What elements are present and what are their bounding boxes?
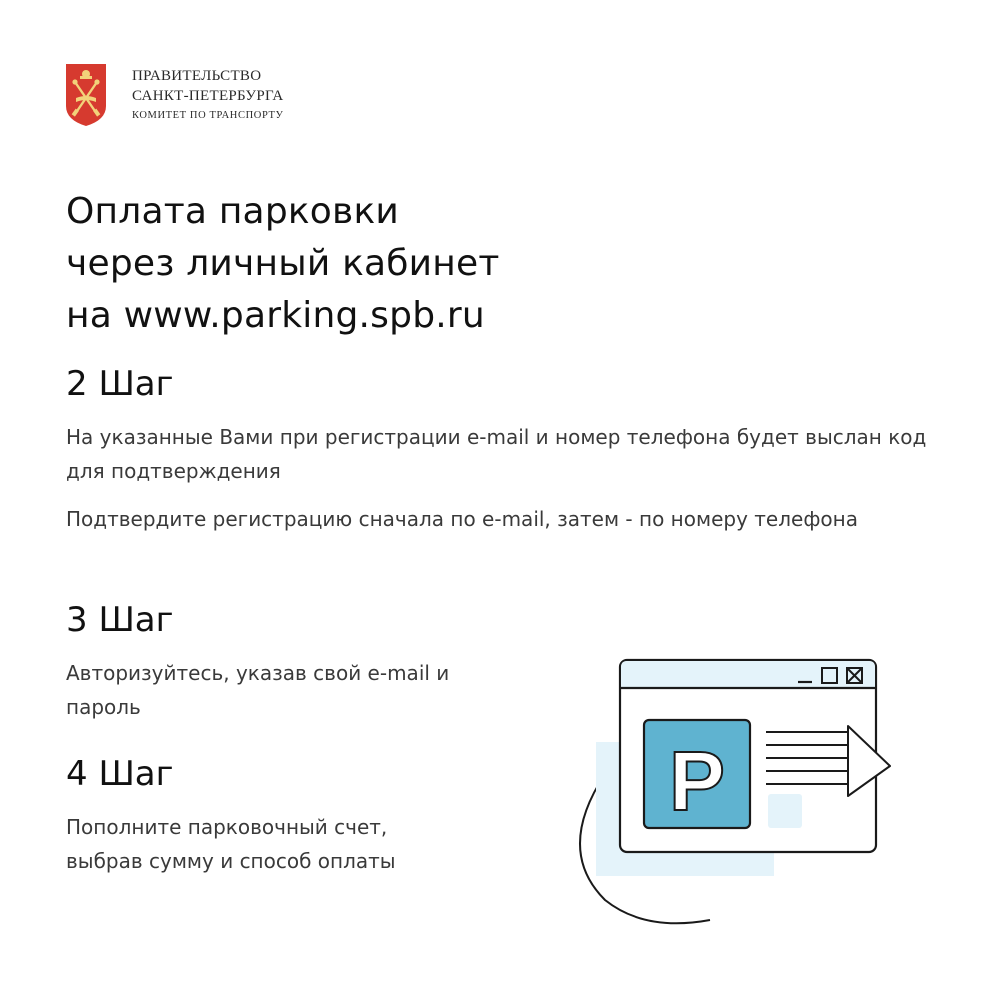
step-4-heading: 4 Шаг bbox=[66, 754, 174, 794]
step-3-heading: 3 Шаг bbox=[66, 600, 174, 640]
logo-text bbox=[132, 66, 284, 124]
browser-window-parking-icon bbox=[560, 650, 900, 930]
step-2-heading: 2 Шаг bbox=[66, 364, 174, 404]
logo-government-line: ПРАВИТЕЛЬСТВО bbox=[132, 68, 262, 84]
step-2-paragraph-2: Подтвердите регистрацию сначала по e-mail, затем - по номеру телефона bbox=[66, 507, 858, 531]
title-line-3: на www.parking.spb.ru bbox=[66, 295, 485, 336]
logo-committee-line: КОМИТЕТ ПО ТРАНСПОРТУ bbox=[132, 110, 284, 121]
title-line-1: Оплата парковки bbox=[66, 191, 399, 232]
page-title bbox=[66, 186, 500, 342]
step-3-paragraph-1: Авторизуйтесь, указав свой e-mail и пароль bbox=[66, 661, 450, 719]
parking-letter: P bbox=[668, 734, 726, 828]
step-4-paragraph-1: Пополните парковочный счет, выбрав сумму и способ оплаты bbox=[66, 815, 396, 873]
logo-city-line: САНКТ-ПЕТЕРБУРГА bbox=[132, 88, 284, 104]
step-2-paragraph-1: На указанные Вами при регистрации e-mail и номер телефона будет выслан код для подтверждения bbox=[66, 425, 927, 483]
spb-coat-of-arms-icon bbox=[66, 64, 106, 126]
title-line-2: через личный кабинет bbox=[66, 243, 500, 284]
logo bbox=[66, 64, 284, 126]
